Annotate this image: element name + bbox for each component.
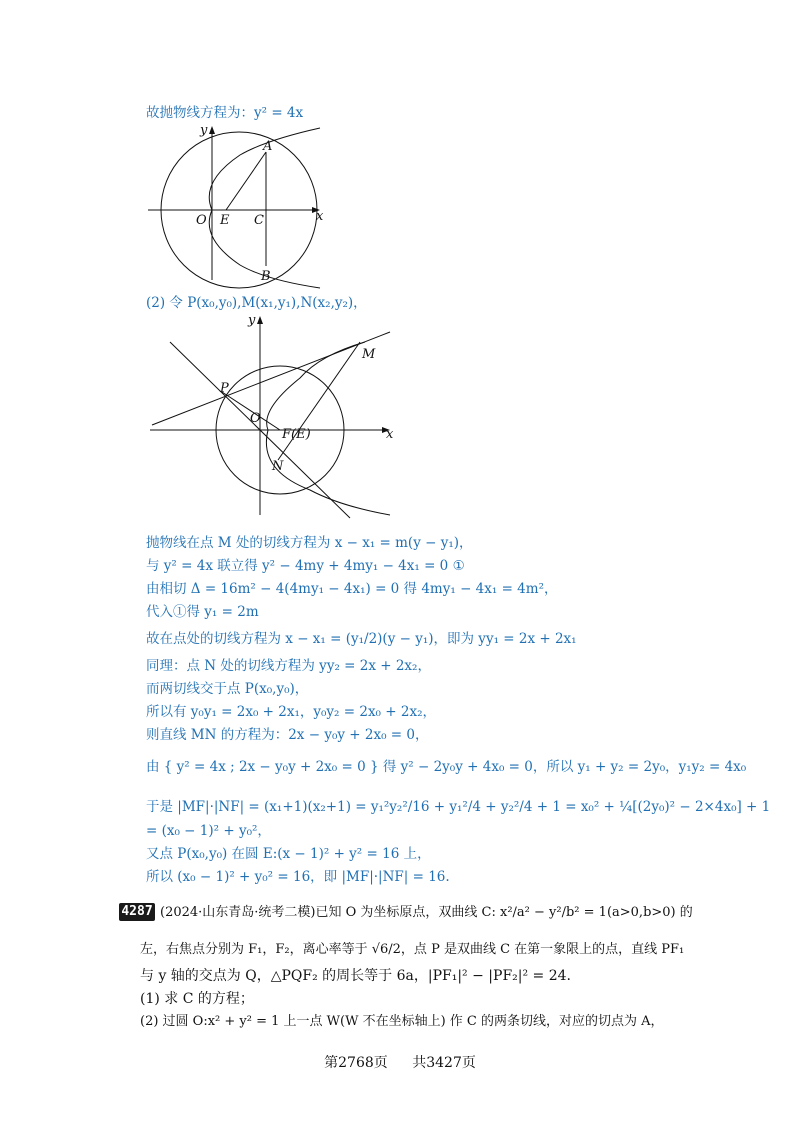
solution-line: 由 { y² = 4x ; 2x − y₀y + 2x₀ = 0 } 得 y² − 2y₀y + 4x₀ = 0，所以 y₁ + y₂ = 2y₀，y₁y₂ = 4x₀ <box>146 759 747 775</box>
solution-line: 与 y² = 4x 联立得 y² − 4my + 4my₁ − 4x₁ = 0 ① <box>146 558 465 574</box>
y-arrow <box>257 316 263 324</box>
solution-line: 所以 (x₀ − 1)² + y₀² = 16，即 |MF|·|NF| = 16. <box>146 869 450 885</box>
page-total: 共3427页 <box>412 1055 476 1071</box>
label-x: x <box>386 427 394 442</box>
solution-line: 抛物线在点 M 处的切线方程为 x − x₁ = m(y − y₁)， <box>146 535 473 551</box>
solution-line: 代入①得 y₁ = 2m <box>146 604 259 620</box>
label-y: y <box>248 313 256 328</box>
label-n: N <box>272 459 284 474</box>
figure-circle-parabola-2 <box>140 310 410 525</box>
page-footer <box>0 1052 800 1072</box>
problem-line: 左，右焦点分别为 F₁，F₂，离心率等于 √6/2，点 P 是双曲线 C 在第一象限上的点，直线 PF₁ <box>140 942 685 957</box>
label-o: O <box>250 411 261 426</box>
label-b: B <box>261 269 271 284</box>
solution-intro: 故抛物线方程为：y² = 4x <box>146 105 304 121</box>
solution-line: = (x₀ − 1)² + y₀²， <box>146 823 271 839</box>
page-number: 第2768页 <box>324 1055 388 1071</box>
problem-line: (2) 过圆 O:x² + y² = 1 上一点 W(W 不在坐标轴上) 作 C 的两条切线，对应的切点为 A， <box>140 1014 664 1029</box>
label-a: A <box>263 139 273 154</box>
solution-line: 所以有 y₀y₁ = 2x₀ + 2x₁，y₀y₂ = 2x₀ + 2x₂， <box>146 704 436 720</box>
problem-line: (2024·山东青岛·统考二模)已知 O 为坐标原点，双曲线 C: x²/a² − y²/b² = 1(a>0,b>0) 的 <box>160 905 693 920</box>
label-m: M <box>362 347 376 362</box>
solution-line: 于是 |MF|·|NF| = (x₁+1)(x₂+1) = y₁²y₂²/16 + y₁²/4 + y₂²/4 + 1 = x₀² + ¼[(2y₀)² − 2×4x₀] + 1 <box>146 799 771 815</box>
part2-setup: (2) 令 P(x₀,y₀),M(x₁,y₁),N(x₂,y₂)， <box>146 295 367 311</box>
problem-line: (1) 求 C 的方程； <box>140 991 254 1007</box>
label-y: y <box>200 123 208 138</box>
solution-line: 故在点处的切线方程为 x − x₁ = (y₁/2)(y − y₁)，即为 yy₁ = 2x + 2x₁ <box>146 631 577 647</box>
solution-line: 同理：点 N 处的切线方程为 yy₂ = 2x + 2x₂， <box>146 658 431 674</box>
problem-number-badge: 4287 <box>119 903 155 921</box>
label-e: E <box>220 213 230 228</box>
figure-circle-parabola-1 <box>140 120 340 290</box>
label-fe: F(E) <box>282 427 311 442</box>
label-o: O <box>196 213 207 228</box>
solution-line: 由相切 Δ = 16m² − 4(4my₁ − 4x₁) = 0 得 4my₁ − 4x₁ = 4m²， <box>146 581 558 597</box>
solution-line: 又点 P(x₀,y₀) 在圆 E:(x − 1)² + y² = 16 上， <box>146 846 431 862</box>
label-p: P <box>220 381 229 396</box>
label-c: C <box>254 213 264 228</box>
solution-line: 则直线 MN 的方程为：2x − y₀y + 2x₀ = 0， <box>146 727 429 743</box>
y-arrow <box>209 126 215 134</box>
tangent-at-m <box>152 332 390 425</box>
label-x: x <box>316 209 324 224</box>
solution-line: 而两切线交于点 P(x₀,y₀)， <box>146 681 309 697</box>
problem-line: 与 y 轴的交点为 Q，△PQF₂ 的周长等于 6a，|PF₁|² − |PF₂|² = 24. <box>140 968 571 984</box>
